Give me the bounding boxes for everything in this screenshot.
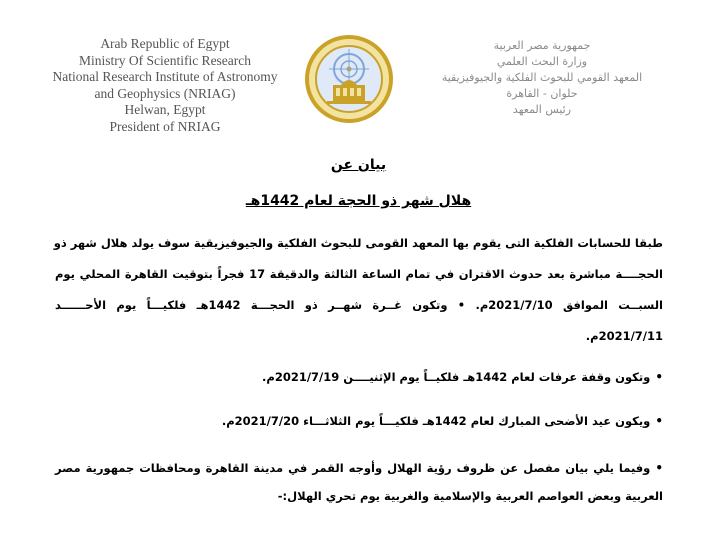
letterhead-en-line: President of NRIAG — [109, 118, 221, 134]
statement-title-text: بيان عن — [330, 157, 387, 173]
date-value: 2021/7/11 — [598, 329, 663, 343]
date-value: 2021/7/20 — [234, 414, 300, 428]
nriag-logo-icon — [305, 33, 393, 127]
paragraph-line: الحجــــة مباشرة بعد حدوث الاقتران في تمام الساعة الثالثة والدقيقة 17 فجراً بتوقيت القاهرة المحلي يوم — [55, 267, 663, 281]
paragraph-text: فلكيـــاً يوم الأحــــــد — [55, 298, 197, 312]
paragraph-line: طبقا للحسابات الفلكية التى يقوم بها المعهد القومى للبحوث الفلكية والجيوفيزيقية سوف يولد هلال شهر ذو — [53, 236, 663, 250]
english-letterhead — [35, 36, 295, 135]
letterhead-ar-line: المعهد القومي للبحوث الفلكية والجيوفيزيقية — [441, 71, 643, 84]
statement-title — [0, 157, 717, 173]
bullet-text: فلكيـــاً يوم الثلاثـــاء — [299, 414, 423, 428]
bullet-text: وتكون وقفة عرفات لعام — [507, 370, 651, 384]
letterhead-ar-line: جمهورية مصر العربية — [493, 39, 591, 52]
paragraph-line: العربية وبعض العواصم العربية والإسلامية والغربية يوم تحري الهلال:- — [277, 489, 663, 503]
statement-subtitle-text: هلال شهر ذو الحجة لعام 1442هـ — [245, 193, 472, 209]
letterhead-ar-line: رئيس المعهد — [512, 103, 572, 116]
paragraph-text: السبــت الموافق — [552, 298, 663, 312]
letterhead-en-line: National Research Institute of Astronomy — [52, 69, 278, 84]
bullet-icon: • — [655, 370, 663, 384]
year-value: 1442هـ — [463, 370, 508, 384]
bullet-text: وفيما يلي بيان مفصل عن ظروف رؤية الهلال وأوجه القمر في مدينة القاهرة ومحافظات جمهورية مصر — [55, 461, 651, 475]
intro-paragraph — [55, 228, 663, 352]
bullet-icon: • — [655, 461, 663, 475]
year-value: 1442هـ — [196, 298, 241, 312]
letterhead-ar-line: حلوان - القاهرة — [506, 87, 578, 100]
letterhead-en-line: Helwan, Egypt — [124, 102, 206, 117]
bullet-icon: • — [655, 414, 663, 428]
details-bullet — [55, 454, 663, 510]
year-value: 1442هـ — [422, 414, 467, 428]
arafat-bullet — [55, 370, 663, 384]
paragraph-text: م. • وتكون غــرة شهــر ذو الحجـــة — [240, 298, 489, 312]
paragraph-line — [55, 321, 663, 352]
eid-bullet — [55, 414, 663, 428]
bullet-text: ويكون عيد الأضحى المبارك لعام — [466, 414, 651, 428]
letterhead-en-line: Arab Republic of Egypt — [100, 36, 230, 51]
letterhead-en-line: Ministry Of Scientific Research — [78, 52, 252, 68]
letterhead-ar-line: وزارة البحث العلمي — [496, 55, 588, 68]
paragraph-text: م. — [585, 329, 599, 343]
arabic-letterhead — [432, 38, 652, 118]
bullet-text: م. — [221, 414, 235, 428]
date-value: 2021/7/19 — [274, 370, 340, 384]
bullet-text: م. — [262, 370, 275, 384]
bullet-text: فلكيــاً يوم الإثنيــــن — [339, 370, 464, 384]
date-value: 2021/7/10 — [488, 298, 553, 312]
letterhead-en-line: and Geophysics (NRIAG) — [94, 85, 236, 101]
paragraph-line — [55, 454, 663, 482]
paragraph-line — [55, 290, 663, 321]
statement-subtitle — [0, 193, 717, 209]
